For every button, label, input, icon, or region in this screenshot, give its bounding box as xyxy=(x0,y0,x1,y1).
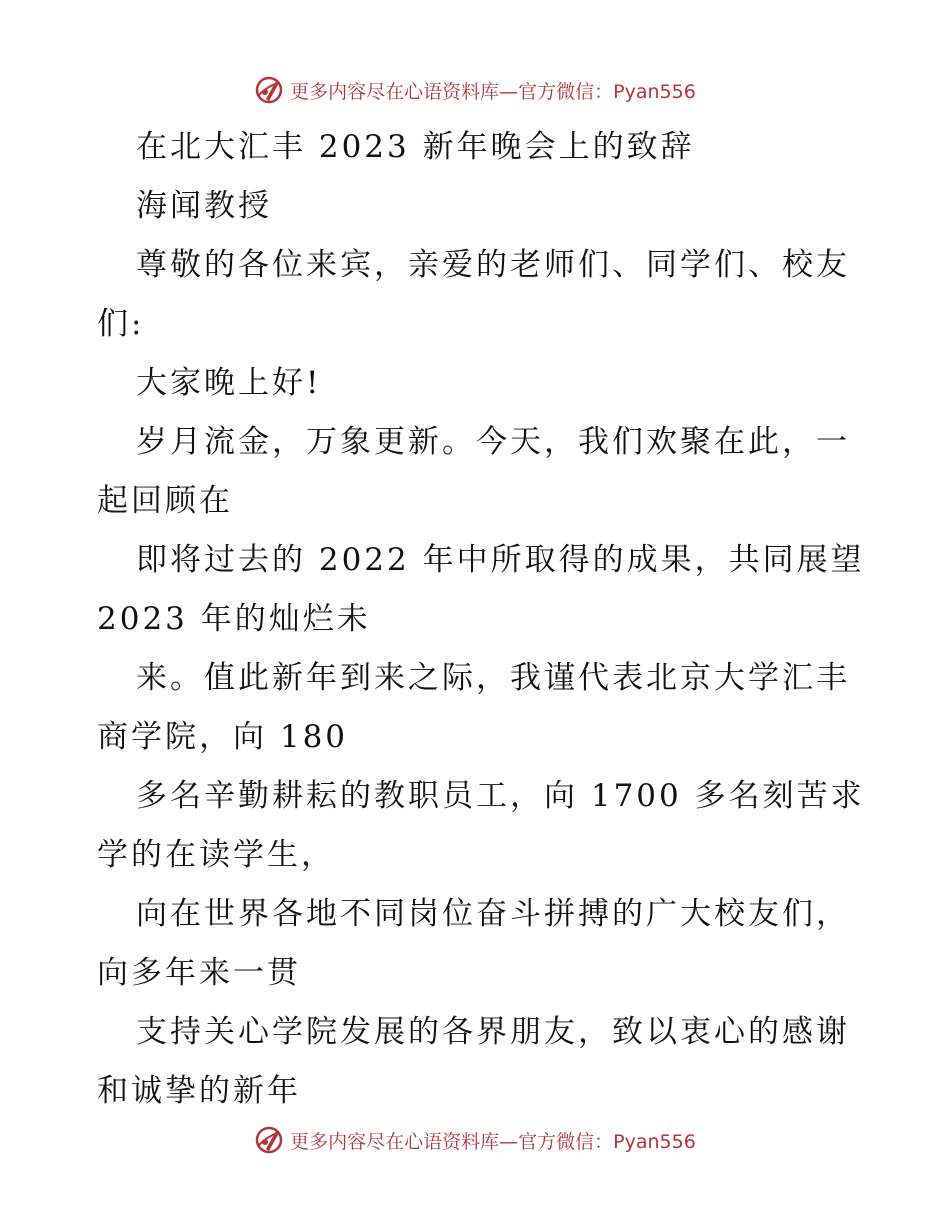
paragraph-line: 和诚挚的新年 xyxy=(97,1073,301,1109)
paragraph-line: 支持关心学院发展的各界朋友，致以衷心的感谢 xyxy=(136,1014,850,1050)
footer-banner-text: 更多内容尽在心语资料库—官方微信：Pyan556 xyxy=(290,1130,696,1153)
paragraph-line: 多名辛勤耕耘的教职员工，向 1700 多名刻苦求 xyxy=(136,778,865,814)
paragraph-line: 尊敬的各位来宾，亲爱的老师们、同学们、校友 xyxy=(136,247,850,283)
paragraph-line: 向多年来一贯 xyxy=(97,955,301,991)
paragraph-line: 向在世界各地不同岗位奋斗拼搏的广大校友们， xyxy=(136,896,850,932)
paragraph-line: 来。值此新年到来之际，我谨代表北京大学汇丰 xyxy=(136,660,850,696)
paragraph-line: 商学院，向 180 xyxy=(97,719,349,755)
footer-banner xyxy=(0,1120,950,1160)
pen-globe-logo-icon xyxy=(254,75,284,105)
paragraph-line: 2023 年的灿烂未 xyxy=(97,601,371,637)
document-author: 海闻教授 xyxy=(136,188,272,224)
paragraph-line: 大家晚上好! xyxy=(136,365,322,401)
paragraph-line: 岁月流金，万象更新。今天，我们欢聚在此，一 xyxy=(136,424,850,460)
document-title: 在北大汇丰 2023 新年晚会上的致辞 xyxy=(136,129,695,165)
header-banner-text: 更多内容尽在心语资料库—官方微信：Pyan556 xyxy=(290,80,696,103)
paragraph-line: 学的在读学生， xyxy=(97,837,335,873)
paragraph-line: 们: xyxy=(97,306,145,342)
paragraph-line: 即将过去的 2022 年中所取得的成果，共同展望 xyxy=(136,542,865,578)
pen-globe-logo-icon xyxy=(254,1125,284,1155)
paragraph-line: 起回顾在 xyxy=(97,483,233,519)
header-banner xyxy=(0,70,950,110)
